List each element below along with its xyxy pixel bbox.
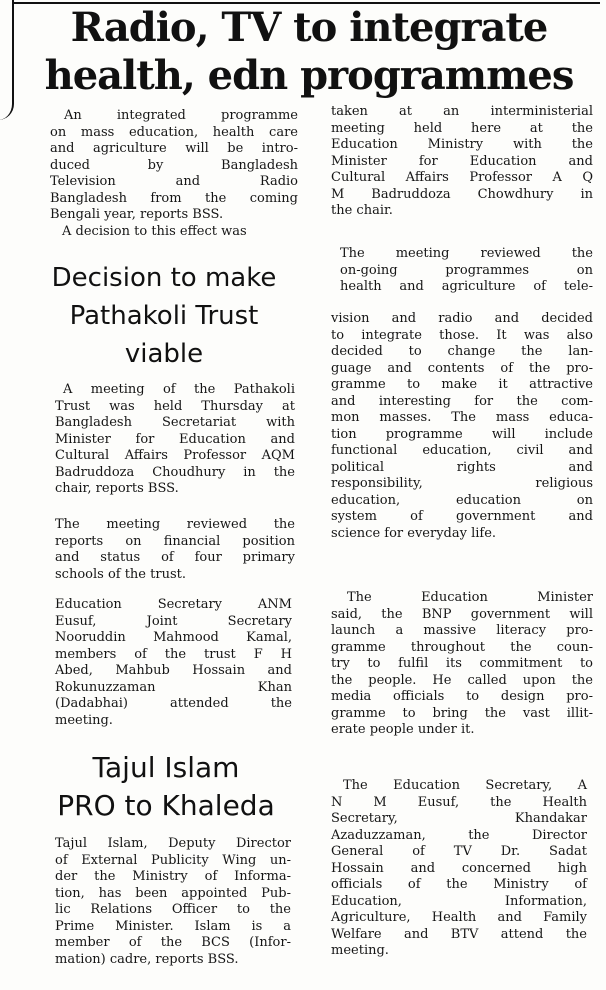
radio-tv-paragraph-2: A decision to this effect was (62, 224, 247, 239)
pathakoli-headline-line-1: Decision to make (51, 263, 277, 293)
pathakoli-headline-line-2: Pathakoli Trust (69, 301, 259, 331)
radio-tv-paragraph-1: An integrated programme on mass education, health care and agriculture will be intro- duced by Bangladesh Television and Radio Bangladesh from the coming Bengali year, reports BSS. (50, 108, 298, 222)
pathakoli-headline-line-3: viable (124, 339, 204, 369)
main-headline-line-1: Radio, TV to integrate (70, 4, 548, 51)
radio-tv-paragraph-7: The Education Secretary, A N M Eusuf, the Health Secretary, Khandakar Azaduzzaman, the Director General of TV Dr. Sadat Hossain and concerned high officials of the Ministry of Education, Information, Agriculture, Health and Family Welfare and BTV attend the meeting. (331, 778, 587, 958)
tajul-paragraph-1: Tajul Islam, Deputy Director of External Publicity Wing un- der the Ministry of Informa- tion, has been appointed Pub- lic Relations Officer to the Prime Minister. Islam is a member of the BCS (Infor- mation) cadre, reports BSS. (55, 836, 291, 967)
radio-tv-paragraph-5: vision and radio and decided to integrate those. It was also decided to change the lan- guage and contents of the pro- gramme to make it attractive and interesting for the com- mon masses. The mass educa- tion programme will include functional education, civil and political rights and responsibility, religious education, education on system of government and science for everyday life. (331, 311, 593, 541)
pathakoli-paragraph-3: Education Secretary ANM Eusuf, Joint Secretary Nooruddin Mahmood Kamal, members of the trust F H Abed, Mahbub Hossain and Rokunuzzaman Khan (Dadabhai) attended the meeting. (55, 597, 292, 728)
main-headline-line-2: health, edn programmes (44, 52, 574, 99)
tajul-headline-line-2: PRO to Khaleda (57, 789, 275, 822)
radio-tv-paragraph-6: The Education Minister said, the BNP government will launch a massive literacy pro- gramme throughout the coun- try to fulfil its commitment to the people. He called upon the media officials to design pro- gramme to bring the vast illit- erate people under it. (331, 590, 593, 737)
tajul-headline-line-1: Tajul Islam (92, 751, 240, 784)
pathakoli-paragraph-1: A meeting of the Pathakoli Trust was held Thursday at Bangladesh Secretariat with Minister for Education and Cultural Affairs Professor AQM Badruddoza Choudhury in the chair, reports BSS. (55, 382, 295, 496)
left-border-bracket (0, 0, 14, 120)
radio-tv-paragraph-4: The meeting reviewed the on-going programmes on health and agriculture of tele- (340, 246, 593, 294)
pathakoli-paragraph-2: The meeting reviewed the reports on financial position and status of four primary schools of the trust. (55, 517, 295, 582)
radio-tv-paragraph-3: taken at an interministerial meeting held here at the Education Ministry with the Minister for Education and Cultural Affairs Professor A Q M Badruddoza Chowdhury in the chair. (331, 104, 593, 218)
